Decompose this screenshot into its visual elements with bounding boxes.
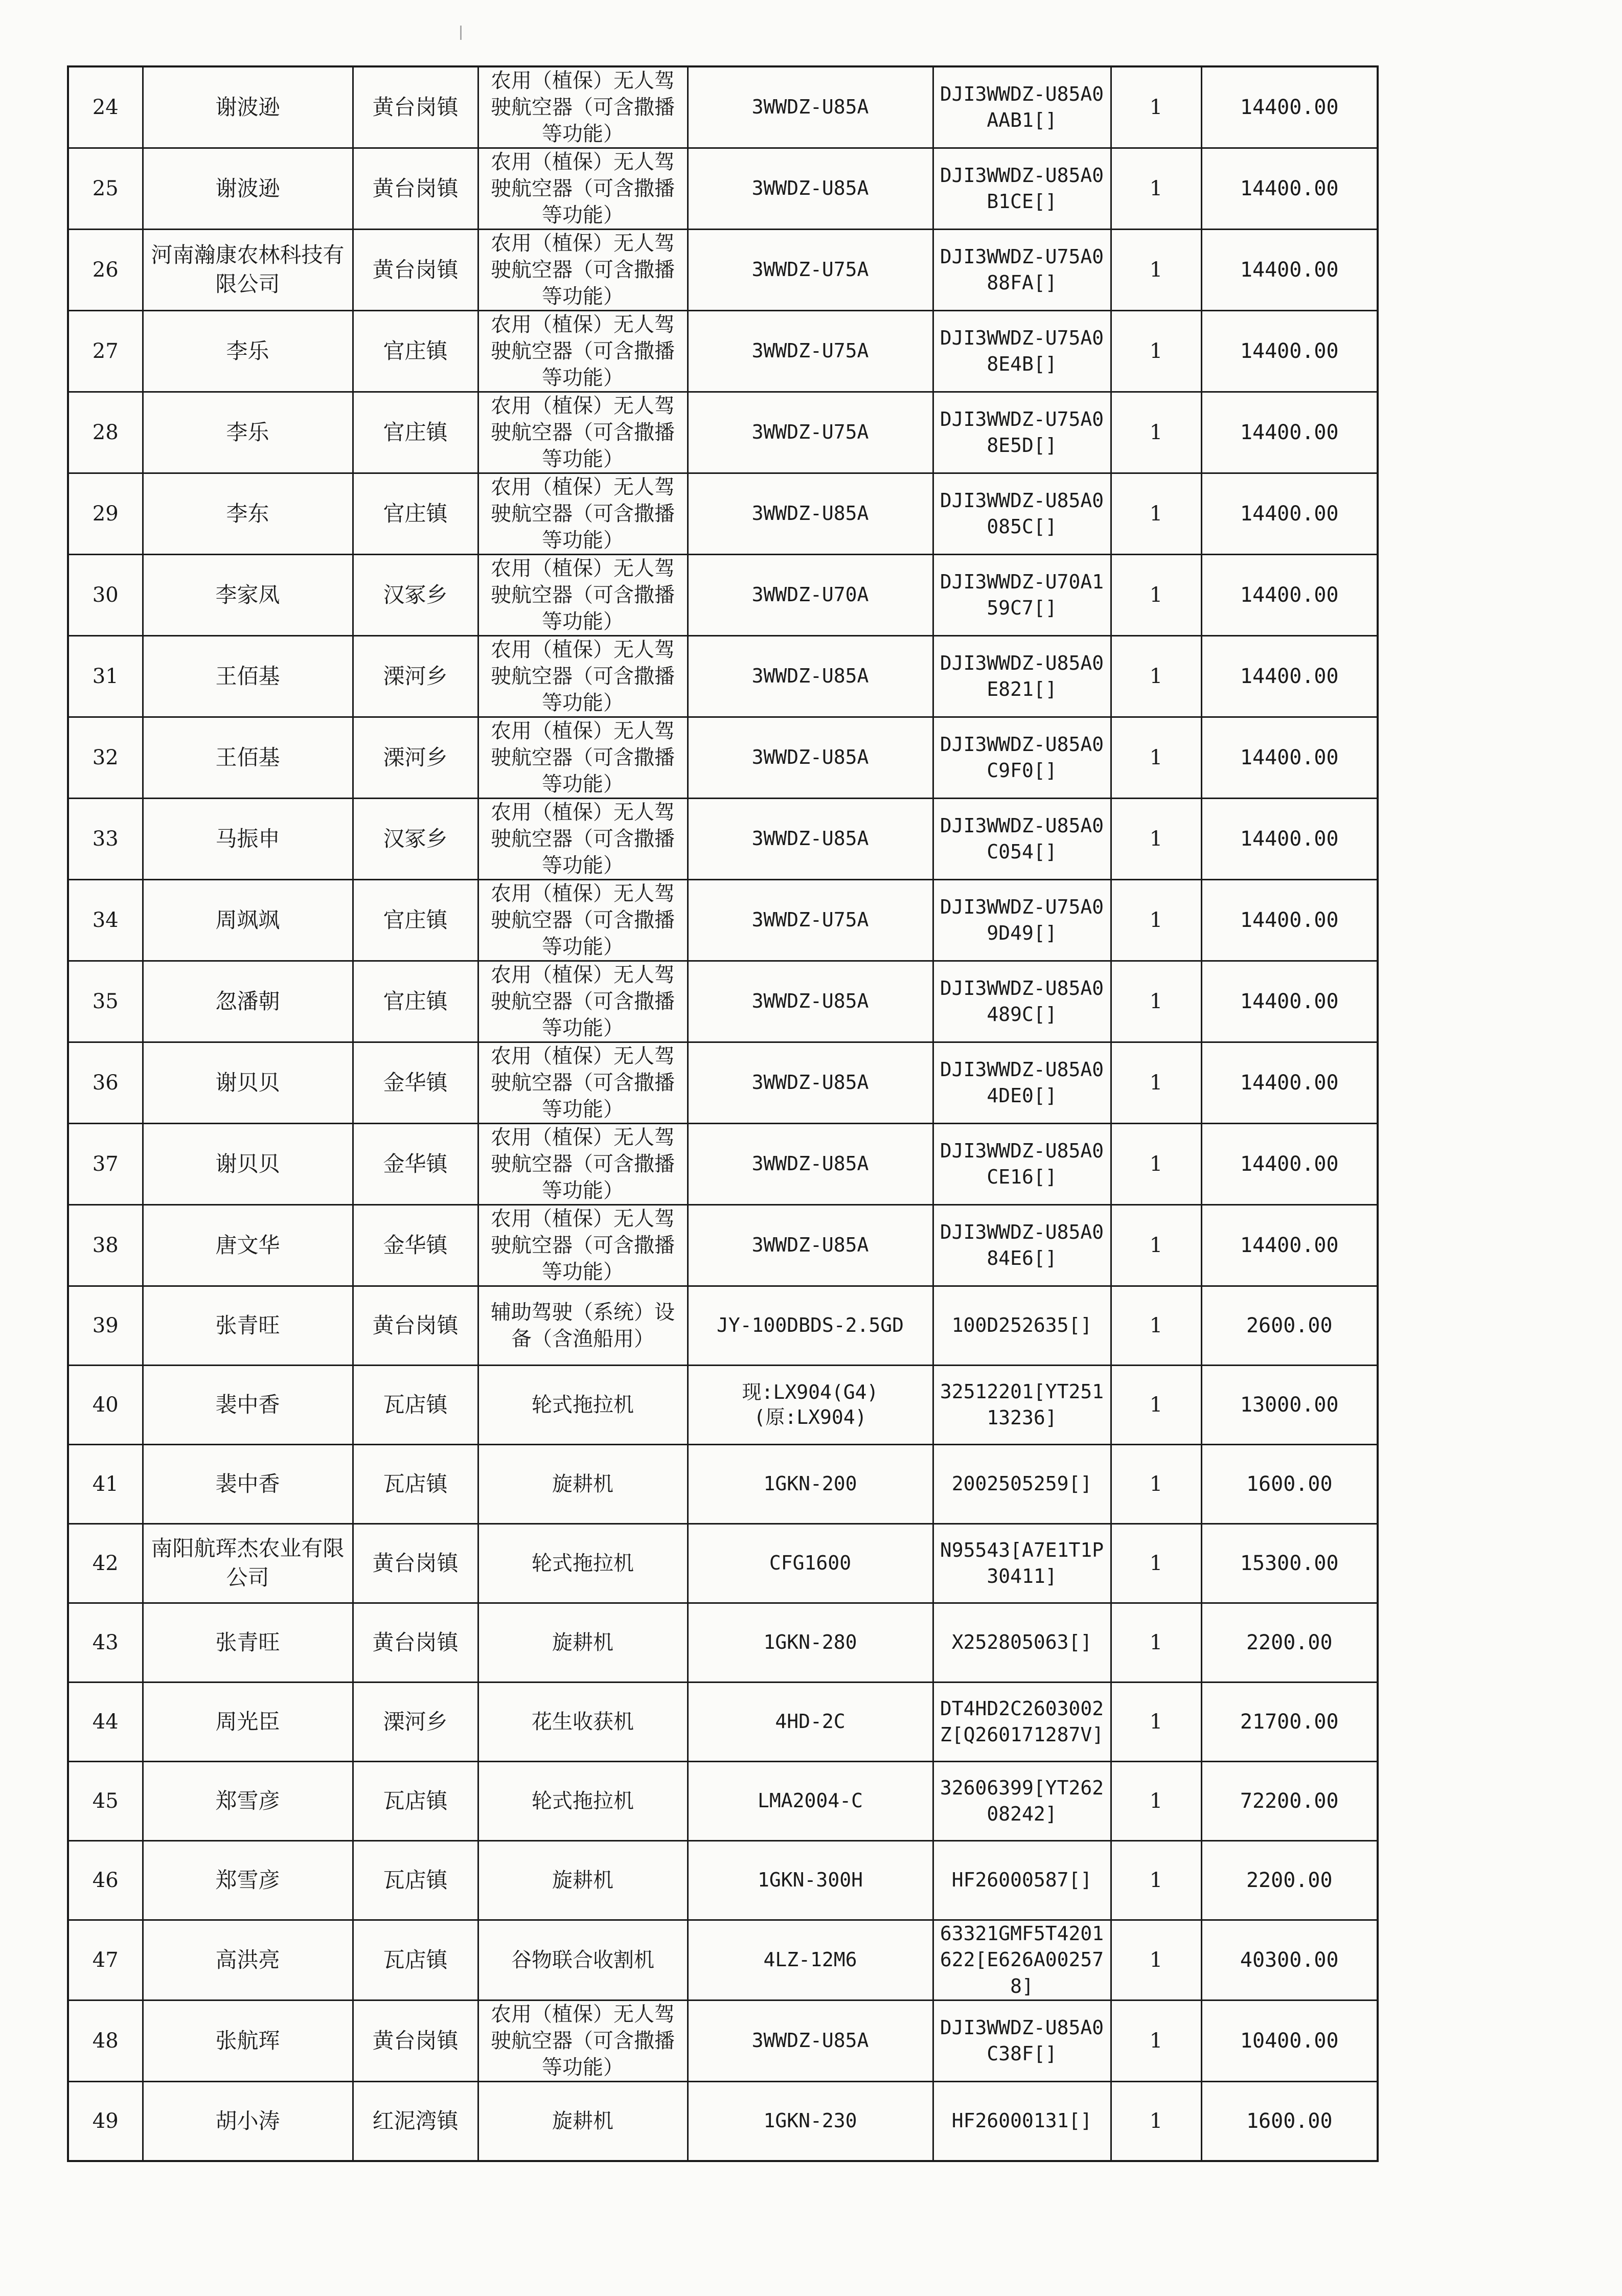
applicant-name: 唐文华	[143, 1205, 353, 1286]
machine-item: 轮式拖拉机	[478, 1524, 688, 1603]
township: 金华镇	[353, 1205, 478, 1286]
township: 汉冢乡	[353, 799, 478, 880]
table-row	[68, 880, 1378, 961]
township: 黄台岗镇	[353, 1603, 478, 1683]
subsidy-amount: 14400.00	[1201, 880, 1378, 961]
subsidy-amount: 1600.00	[1201, 1445, 1378, 1524]
township: 黄台岗镇	[353, 66, 478, 148]
row-number: 48	[68, 2000, 143, 2081]
row-number: 28	[68, 392, 143, 473]
subsidy-amount: 21700.00	[1201, 1683, 1378, 1762]
serial-number: DJI3WWDZ-U75A09D49[]	[933, 880, 1111, 961]
subsidy-amount: 14400.00	[1201, 473, 1378, 555]
table-row	[68, 1920, 1378, 2001]
serial-number: DJI3WWDZ-U75A08E5D[]	[933, 392, 1111, 473]
applicant-name: 南阳航珲杰农业有限公司	[143, 1524, 353, 1603]
table-row	[68, 1841, 1378, 1920]
row-number: 41	[68, 1445, 143, 1524]
serial-number: 32606399[YT26208242]	[933, 1762, 1111, 1841]
machine-model: 3WWDZ-U85A	[688, 473, 933, 555]
serial-number: 2002505259[]	[933, 1445, 1111, 1524]
table-row	[68, 799, 1378, 880]
serial-number: DJI3WWDZ-U85A04DE0[]	[933, 1042, 1111, 1124]
subsidy-amount: 2600.00	[1201, 1286, 1378, 1366]
township: 汉冢乡	[353, 555, 478, 636]
machine-model: 3WWDZ-U85A	[688, 636, 933, 717]
machine-item: 农用（植保）无人驾驶航空器（可含撒播等功能）	[478, 555, 688, 636]
applicant-name: 河南瀚康农林科技有限公司	[143, 230, 353, 311]
table-row	[68, 636, 1378, 717]
quantity: 1	[1111, 311, 1201, 392]
quantity: 1	[1111, 148, 1201, 230]
row-number: 27	[68, 311, 143, 392]
applicant-name: 张青旺	[143, 1603, 353, 1683]
row-number: 31	[68, 636, 143, 717]
machine-item: 旋耕机	[478, 1445, 688, 1524]
table-row	[68, 1205, 1378, 1286]
subsidy-amount: 15300.00	[1201, 1524, 1378, 1603]
table-row	[68, 230, 1378, 311]
machine-item: 旋耕机	[478, 1603, 688, 1683]
row-number: 43	[68, 1603, 143, 1683]
subsidy-amount: 40300.00	[1201, 1920, 1378, 2001]
table-row	[68, 66, 1378, 148]
table-row	[68, 2081, 1378, 2161]
machine-model: CFG1600	[688, 1524, 933, 1603]
machine-model: JY-100DBDS-2.5GD	[688, 1286, 933, 1366]
machine-model: 现:LX904(G4)(原:LX904)	[688, 1366, 933, 1445]
subsidy-amount: 14400.00	[1201, 636, 1378, 717]
machine-model: 3WWDZ-U85A	[688, 1042, 933, 1124]
machine-item: 农用（植保）无人驾驶航空器（可含撒播等功能）	[478, 799, 688, 880]
table-row	[68, 1366, 1378, 1445]
serial-number: DJI3WWDZ-U70A159C7[]	[933, 555, 1111, 636]
row-number: 45	[68, 1762, 143, 1841]
quantity: 1	[1111, 2000, 1201, 2081]
quantity: 1	[1111, 636, 1201, 717]
machine-model: 3WWDZ-U85A	[688, 1124, 933, 1205]
applicant-name: 裴中香	[143, 1366, 353, 1445]
serial-number: DJI3WWDZ-U85A0E821[]	[933, 636, 1111, 717]
row-number: 25	[68, 148, 143, 230]
township: 黄台岗镇	[353, 1524, 478, 1603]
applicant-name: 马振申	[143, 799, 353, 880]
machine-model: 3WWDZ-U85A	[688, 961, 933, 1042]
serial-number: DJI3WWDZ-U75A08E4B[]	[933, 311, 1111, 392]
serial-number: DJI3WWDZ-U85A0C9F0[]	[933, 717, 1111, 799]
subsidy-amount: 14400.00	[1201, 1124, 1378, 1205]
subsidy-amount: 14400.00	[1201, 1042, 1378, 1124]
row-number: 24	[68, 66, 143, 148]
quantity: 1	[1111, 1286, 1201, 1366]
machine-model: 3WWDZ-U85A	[688, 2000, 933, 2081]
row-number: 33	[68, 799, 143, 880]
township: 瓦店镇	[353, 1366, 478, 1445]
serial-number: DJI3WWDZ-U85A0C054[]	[933, 799, 1111, 880]
machine-item: 农用（植保）无人驾驶航空器（可含撒播等功能）	[478, 66, 688, 148]
township: 官庄镇	[353, 311, 478, 392]
machine-item: 农用（植保）无人驾驶航空器（可含撒播等功能）	[478, 961, 688, 1042]
machine-model: 3WWDZ-U85A	[688, 66, 933, 148]
applicant-name: 李乐	[143, 392, 353, 473]
machine-model: 3WWDZ-U85A	[688, 1205, 933, 1286]
serial-number: DJI3WWDZ-U85A0489C[]	[933, 961, 1111, 1042]
row-number: 37	[68, 1124, 143, 1205]
table-row	[68, 1524, 1378, 1603]
row-number: 26	[68, 230, 143, 311]
machine-item: 农用（植保）无人驾驶航空器（可含撒播等功能）	[478, 1205, 688, 1286]
serial-number: DJI3WWDZ-U85A084E6[]	[933, 1205, 1111, 1286]
township: 官庄镇	[353, 473, 478, 555]
subsidy-amount: 2200.00	[1201, 1603, 1378, 1683]
township: 红泥湾镇	[353, 2081, 478, 2161]
table-row	[68, 473, 1378, 555]
machine-model: 1GKN-280	[688, 1603, 933, 1683]
applicant-name: 高洪亮	[143, 1920, 353, 2001]
row-number: 42	[68, 1524, 143, 1603]
serial-number: DJI3WWDZ-U85A0B1CE[]	[933, 148, 1111, 230]
quantity: 1	[1111, 1205, 1201, 1286]
serial-number: 32512201[YT25113236]	[933, 1366, 1111, 1445]
machine-model: 3WWDZ-U75A	[688, 311, 933, 392]
quantity: 1	[1111, 1124, 1201, 1205]
township: 瓦店镇	[353, 1841, 478, 1920]
machine-item: 农用（植保）无人驾驶航空器（可含撒播等功能）	[478, 230, 688, 311]
subsidy-table	[67, 65, 1379, 2162]
subsidy-amount: 14400.00	[1201, 392, 1378, 473]
row-number: 34	[68, 880, 143, 961]
quantity: 1	[1111, 717, 1201, 799]
machine-model: 1GKN-300H	[688, 1841, 933, 1920]
machine-model: 1GKN-200	[688, 1445, 933, 1524]
machine-item: 轮式拖拉机	[478, 1762, 688, 1841]
machine-model: 4LZ-12M6	[688, 1920, 933, 2001]
quantity: 1	[1111, 1841, 1201, 1920]
table-row	[68, 717, 1378, 799]
subsidy-amount: 72200.00	[1201, 1762, 1378, 1841]
township: 黄台岗镇	[353, 1286, 478, 1366]
machine-item: 农用（植保）无人驾驶航空器（可含撒播等功能）	[478, 473, 688, 555]
township: 溧河乡	[353, 1683, 478, 1762]
machine-item: 农用（植保）无人驾驶航空器（可含撒播等功能）	[478, 392, 688, 473]
machine-item: 旋耕机	[478, 1841, 688, 1920]
serial-number: 63321GMF5T4201622[E626A002578]	[933, 1920, 1111, 2001]
township: 溧河乡	[353, 717, 478, 799]
applicant-name: 忽潘朝	[143, 961, 353, 1042]
subsidy-amount: 14400.00	[1201, 230, 1378, 311]
serial-number: DJI3WWDZ-U85A0AAB1[]	[933, 66, 1111, 148]
township: 官庄镇	[353, 961, 478, 1042]
township: 溧河乡	[353, 636, 478, 717]
serial-number: DJI3WWDZ-U85A0085C[]	[933, 473, 1111, 555]
row-number: 29	[68, 473, 143, 555]
subsidy-amount: 14400.00	[1201, 311, 1378, 392]
subsidy-amount: 14400.00	[1201, 717, 1378, 799]
row-number: 36	[68, 1042, 143, 1124]
row-number: 38	[68, 1205, 143, 1286]
serial-number: 100D252635[]	[933, 1286, 1111, 1366]
applicant-name: 周光臣	[143, 1683, 353, 1762]
subsidy-amount: 1600.00	[1201, 2081, 1378, 2161]
subsidy-amount: 10400.00	[1201, 2000, 1378, 2081]
quantity: 1	[1111, 1366, 1201, 1445]
row-number: 47	[68, 1920, 143, 2001]
township: 黄台岗镇	[353, 2000, 478, 2081]
serial-number: DT4HD2C2603002Z[Q260171287V]	[933, 1683, 1111, 1762]
applicant-name: 王佰基	[143, 636, 353, 717]
table-row	[68, 555, 1378, 636]
scan-mark	[460, 26, 462, 40]
machine-item: 谷物联合收割机	[478, 1920, 688, 2001]
machine-item: 花生收获机	[478, 1683, 688, 1762]
applicant-name: 李家凤	[143, 555, 353, 636]
quantity: 1	[1111, 1920, 1201, 2001]
machine-model: 4HD-2C	[688, 1683, 933, 1762]
table-row	[68, 1124, 1378, 1205]
machine-item: 农用（植保）无人驾驶航空器（可含撒播等功能）	[478, 880, 688, 961]
applicant-name: 周飒飒	[143, 880, 353, 961]
row-number: 40	[68, 1366, 143, 1445]
subsidy-amount: 14400.00	[1201, 961, 1378, 1042]
machine-item: 农用（植保）无人驾驶航空器（可含撒播等功能）	[478, 1124, 688, 1205]
applicant-name: 李乐	[143, 311, 353, 392]
subsidy-amount: 13000.00	[1201, 1366, 1378, 1445]
table-row	[68, 1445, 1378, 1524]
applicant-name: 李东	[143, 473, 353, 555]
table-row	[68, 961, 1378, 1042]
machine-model: 3WWDZ-U85A	[688, 148, 933, 230]
machine-item: 辅助驾驶（系统）设备（含渔船用）	[478, 1286, 688, 1366]
row-number: 39	[68, 1286, 143, 1366]
applicant-name: 郑雪彦	[143, 1841, 353, 1920]
applicant-name: 张青旺	[143, 1286, 353, 1366]
quantity: 1	[1111, 555, 1201, 636]
serial-number: HF26000131[]	[933, 2081, 1111, 2161]
quantity: 1	[1111, 1603, 1201, 1683]
quantity: 1	[1111, 230, 1201, 311]
applicant-name: 裴中香	[143, 1445, 353, 1524]
table-row	[68, 311, 1378, 392]
table-row	[68, 1762, 1378, 1841]
serial-number: DJI3WWDZ-U85A0C38F[]	[933, 2000, 1111, 2081]
machine-model: 3WWDZ-U75A	[688, 230, 933, 311]
serial-number: DJI3WWDZ-U75A088FA[]	[933, 230, 1111, 311]
table-row	[68, 1042, 1378, 1124]
table-body	[68, 66, 1378, 2161]
quantity: 1	[1111, 66, 1201, 148]
quantity: 1	[1111, 1524, 1201, 1603]
quantity: 1	[1111, 1042, 1201, 1124]
quantity: 1	[1111, 880, 1201, 961]
applicant-name: 郑雪彦	[143, 1762, 353, 1841]
township: 瓦店镇	[353, 1920, 478, 2001]
serial-number: X252805063[]	[933, 1603, 1111, 1683]
table-row	[68, 392, 1378, 473]
applicant-name: 谢贝贝	[143, 1042, 353, 1124]
quantity: 1	[1111, 473, 1201, 555]
table-row	[68, 1683, 1378, 1762]
table-row	[68, 1603, 1378, 1683]
quantity: 1	[1111, 961, 1201, 1042]
machine-model: LMA2004-C	[688, 1762, 933, 1841]
township: 金华镇	[353, 1042, 478, 1124]
applicant-name: 王佰基	[143, 717, 353, 799]
township: 黄台岗镇	[353, 148, 478, 230]
serial-number: DJI3WWDZ-U85A0CE16[]	[933, 1124, 1111, 1205]
table-row	[68, 2000, 1378, 2081]
applicant-name: 谢贝贝	[143, 1124, 353, 1205]
machine-model: 3WWDZ-U75A	[688, 392, 933, 473]
township: 瓦店镇	[353, 1445, 478, 1524]
township: 官庄镇	[353, 880, 478, 961]
table-row	[68, 148, 1378, 230]
machine-model: 3WWDZ-U85A	[688, 799, 933, 880]
machine-model: 3WWDZ-U75A	[688, 880, 933, 961]
row-number: 44	[68, 1683, 143, 1762]
machine-item: 农用（植保）无人驾驶航空器（可含撒播等功能）	[478, 1042, 688, 1124]
machine-item: 农用（植保）无人驾驶航空器（可含撒播等功能）	[478, 2000, 688, 2081]
row-number: 49	[68, 2081, 143, 2161]
row-number: 46	[68, 1841, 143, 1920]
quantity: 1	[1111, 1445, 1201, 1524]
subsidy-amount: 14400.00	[1201, 1205, 1378, 1286]
machine-item: 农用（植保）无人驾驶航空器（可含撒播等功能）	[478, 717, 688, 799]
applicant-name: 张航珲	[143, 2000, 353, 2081]
machine-item: 轮式拖拉机	[478, 1366, 688, 1445]
machine-item: 农用（植保）无人驾驶航空器（可含撒播等功能）	[478, 311, 688, 392]
machine-item: 旋耕机	[478, 2081, 688, 2161]
quantity: 1	[1111, 799, 1201, 880]
subsidy-amount: 2200.00	[1201, 1841, 1378, 1920]
machine-item: 农用（植保）无人驾驶航空器（可含撒播等功能）	[478, 636, 688, 717]
subsidy-amount: 14400.00	[1201, 555, 1378, 636]
township: 瓦店镇	[353, 1762, 478, 1841]
township: 黄台岗镇	[353, 230, 478, 311]
subsidy-amount: 14400.00	[1201, 148, 1378, 230]
quantity: 1	[1111, 392, 1201, 473]
subsidy-amount: 14400.00	[1201, 799, 1378, 880]
table-row	[68, 1286, 1378, 1366]
machine-model: 3WWDZ-U70A	[688, 555, 933, 636]
township: 金华镇	[353, 1124, 478, 1205]
quantity: 1	[1111, 1762, 1201, 1841]
applicant-name: 胡小涛	[143, 2081, 353, 2161]
machine-model: 3WWDZ-U85A	[688, 717, 933, 799]
serial-number: N95543[A7E1T1P30411]	[933, 1524, 1111, 1603]
row-number: 35	[68, 961, 143, 1042]
quantity: 1	[1111, 2081, 1201, 2161]
township: 官庄镇	[353, 392, 478, 473]
applicant-name: 谢波逊	[143, 148, 353, 230]
quantity: 1	[1111, 1683, 1201, 1762]
machine-model: 1GKN-230	[688, 2081, 933, 2161]
applicant-name: 谢波逊	[143, 66, 353, 148]
row-number: 30	[68, 555, 143, 636]
subsidy-amount: 14400.00	[1201, 66, 1378, 148]
row-number: 32	[68, 717, 143, 799]
serial-number: HF26000587[]	[933, 1841, 1111, 1920]
machine-item: 农用（植保）无人驾驶航空器（可含撒播等功能）	[478, 148, 688, 230]
